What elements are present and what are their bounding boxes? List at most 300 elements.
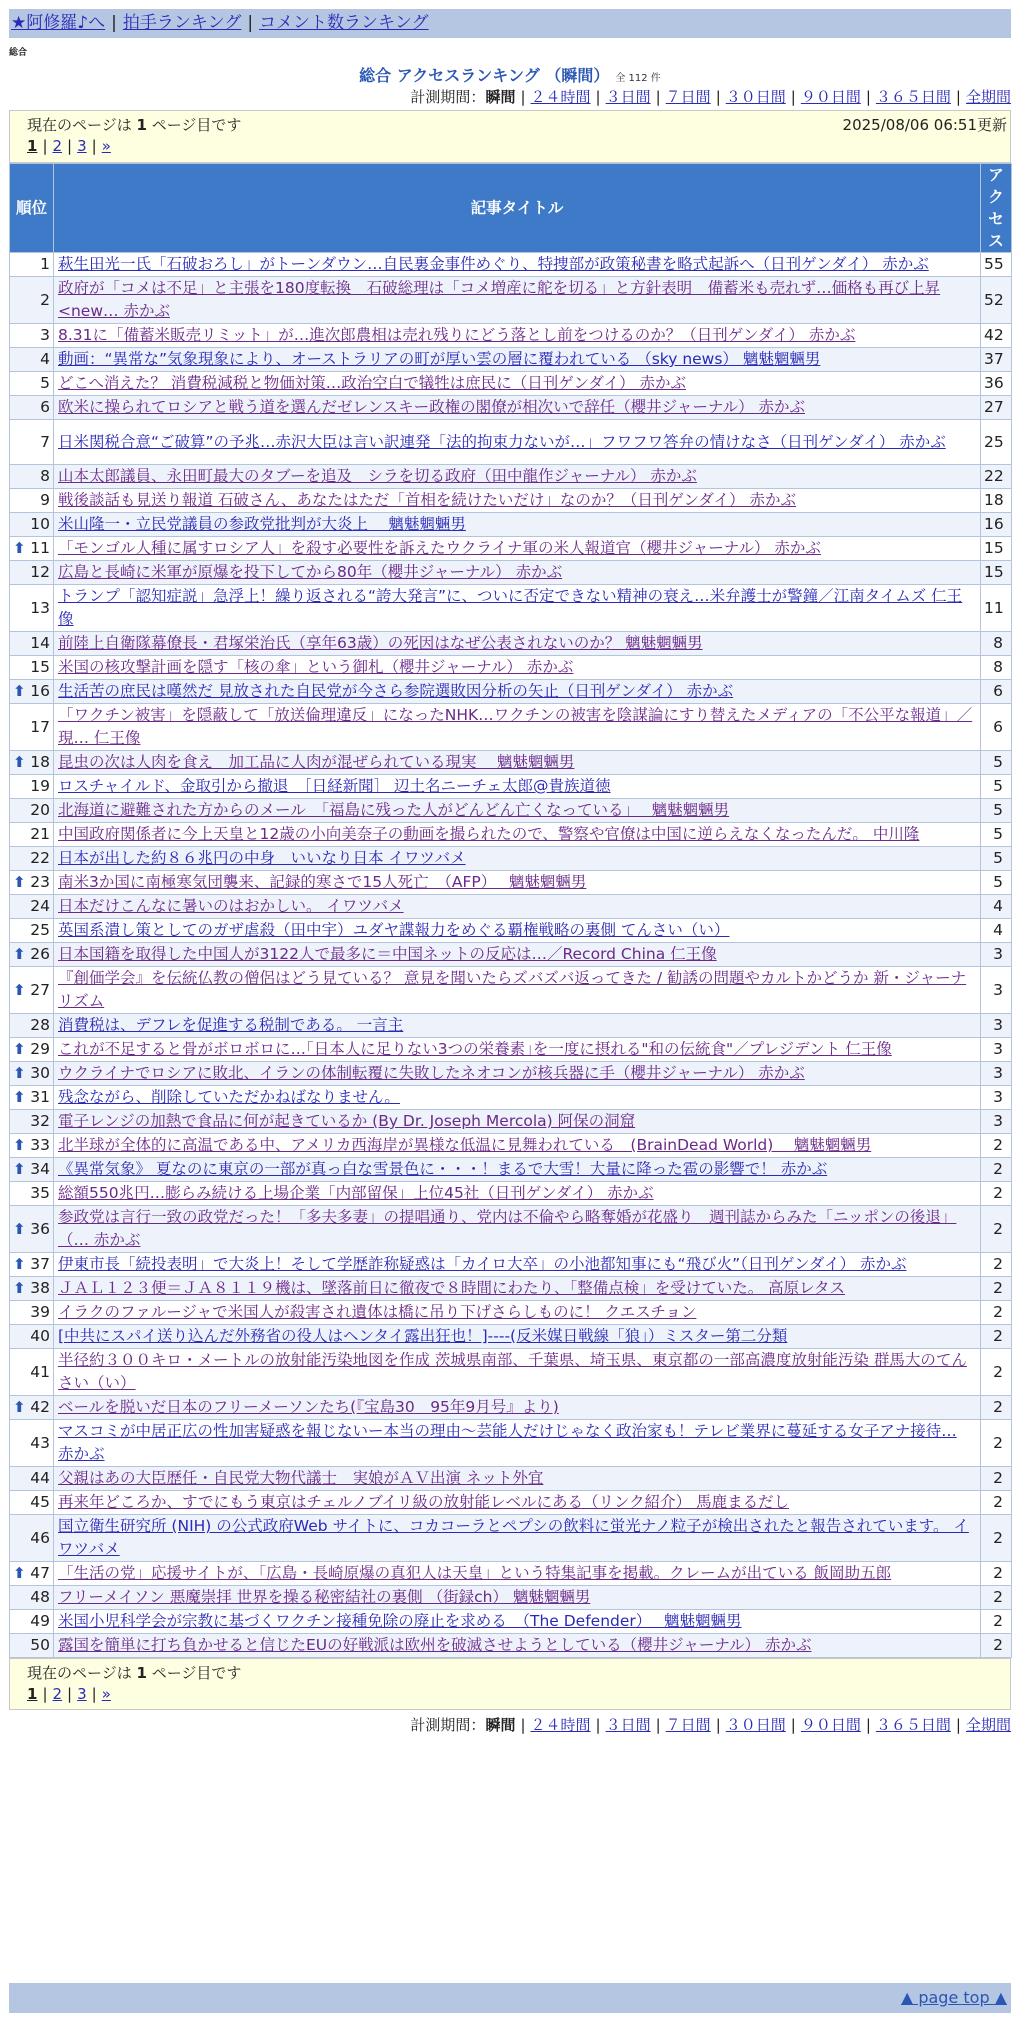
page-info-top <box>9 110 1011 163</box>
access-count: 36 <box>981 372 1012 396</box>
period-separator: | <box>955 88 961 106</box>
title-cell <box>54 1634 981 1658</box>
rank-cell <box>10 489 54 513</box>
access-count: 52 <box>981 277 1012 324</box>
title-cell <box>54 561 981 585</box>
rank-number: 17 <box>30 717 50 736</box>
table-header-row <box>10 164 1012 253</box>
pager-page-link[interactable]: 2 <box>52 137 63 155</box>
article-link[interactable]: 動画：“異常な”気象現象により、オーストラリアの町が厚い雲の層に覆われている （sky news） 魑魅魍魎男 <box>58 350 821 368</box>
rank-number: 35 <box>30 1184 50 1202</box>
period-option-link[interactable]: ７日間 <box>665 88 711 106</box>
period-label: 計測期間： <box>410 1716 486 1734</box>
article-link[interactable]: これが不足すると骨がボロボロに…｢日本人に足りない3つの栄養素｣を一度に摂れる"和の伝統食"／プレジデント 仁王像 <box>58 1040 892 1058</box>
rank-number: 50 <box>30 1636 50 1654</box>
article-link[interactable]: マスコミが中居正広の性加害疑惑を報じないー本当の理由〜芸能人だけじゃなく政治家も！テレビ業界に蔓延する女子アナ接待… 赤かぶ <box>58 1422 957 1463</box>
access-count: 2 <box>981 1301 1012 1325</box>
period-option-link[interactable]: ３６５日間 <box>875 1716 951 1734</box>
table-row <box>10 513 1012 537</box>
rank-up-arrow-icon: ⬆ <box>13 1279 26 1297</box>
table-row <box>10 1182 1012 1206</box>
rank-number: 20 <box>30 801 50 819</box>
article-link[interactable]: イラクのファルージャで米国人が殺害され遺体は橋に吊り下げさらしものに！ クエスチョン <box>58 1303 697 1321</box>
access-count: 5 <box>981 775 1012 799</box>
title-cell <box>54 1349 981 1396</box>
access-count: 2 <box>981 1467 1012 1491</box>
rank-up-arrow-icon: ⬆ <box>13 1160 26 1178</box>
title-cell <box>54 1420 981 1467</box>
access-count: 2 <box>981 1562 1012 1586</box>
rank-cell <box>10 632 54 656</box>
access-count: 5 <box>981 871 1012 895</box>
title-cell <box>54 847 981 871</box>
period-option-link[interactable]: ３０日間 <box>725 88 786 106</box>
article-link[interactable]: 国立衛生研究所 (NIH) の公式政府Web サイトに、コカコーラとペプシの飲料に蛍光ナノ粒子が検出されたと報告されています。 イワツバメ <box>58 1517 969 1558</box>
rank-number: 42 <box>30 1398 50 1416</box>
title-cell <box>54 537 981 561</box>
table-row <box>10 420 1012 465</box>
access-count: 5 <box>981 799 1012 823</box>
rank-number: 44 <box>30 1469 50 1487</box>
table-row <box>10 823 1012 847</box>
table-row <box>10 1253 1012 1277</box>
article-link[interactable]: フリーメイソン 悪魔崇拝 世界を操る秘密結社の裏側 （街録ch） 魑魅魍魎男 <box>58 1588 591 1606</box>
table-row <box>10 967 1012 1014</box>
pager-page-link[interactable]: 3 <box>77 137 87 155</box>
table-row <box>10 1610 1012 1634</box>
rank-cell <box>10 1182 54 1206</box>
rank-cell <box>10 967 54 1014</box>
rank-cell <box>10 1515 54 1562</box>
rank-number: 36 <box>30 1219 50 1238</box>
title-cell <box>54 680 981 704</box>
table-row <box>10 1038 1012 1062</box>
title-header: 記事タイトル <box>54 164 981 253</box>
rank-cell <box>10 324 54 348</box>
period-option-link[interactable]: ９０日間 <box>800 1716 861 1734</box>
access-count: 2 <box>981 1349 1012 1396</box>
article-link[interactable]: 萩生田光一氏「石破おろし」がトーンダウン…自民裏金事件めぐり、特捜部が政策秘書を略式起訴へ（日刊ゲンダイ） 赤かぶ <box>58 255 929 273</box>
applause-ranking-link[interactable]: 拍手ランキング <box>122 13 242 33</box>
rank-number: 2 <box>40 290 50 309</box>
title-cell <box>54 1467 981 1491</box>
table-row <box>10 465 1012 489</box>
rank-number: 22 <box>30 849 50 867</box>
title-cell <box>54 704 981 751</box>
article-link[interactable]: 消費税は、デフレを促進する税制である。 一言主 <box>58 1016 404 1034</box>
rank-cell <box>10 1586 54 1610</box>
pager-bottom <box>27 1685 111 1703</box>
table-row <box>10 1110 1012 1134</box>
pager-current-page: 1 <box>27 1685 38 1703</box>
page-top-link[interactable]: ▲ page top ▲ <box>900 1988 1007 2007</box>
rank-number: 21 <box>30 825 50 843</box>
table-row <box>10 277 1012 324</box>
rank-cell <box>10 420 54 465</box>
access-count: 15 <box>981 561 1012 585</box>
period-option-link[interactable]: ２４時間 <box>530 88 591 106</box>
article-link[interactable]: 露国を簡単に打ち負かせると信じたEUの好戦派は欧州を破滅させようとしている（櫻井ジャーナル） 赤かぶ <box>58 1636 812 1654</box>
article-link[interactable]: 残念ながら、削除していただかねばなりません。 <box>58 1088 400 1106</box>
table-row <box>10 1562 1012 1586</box>
table-row <box>10 348 1012 372</box>
period-label: 計測期間： <box>410 88 486 106</box>
title-cell <box>54 396 981 420</box>
pager-next-link[interactable]: » <box>101 137 111 155</box>
access-count: 2 <box>981 1634 1012 1658</box>
rank-cell <box>10 1158 54 1182</box>
table-row <box>10 537 1012 561</box>
access-count: 2 <box>981 1420 1012 1467</box>
rank-cell <box>10 1277 54 1301</box>
article-link[interactable]: 米国小児科学会が宗教に基づくワクチン接種免除の廃止を求める （The Defender） 魑魅魍魎男 <box>58 1612 742 1630</box>
rank-number: 1 <box>40 255 50 273</box>
article-link[interactable]: 日本国籍を取得した中国人が3122人で最多に＝中国ネットの反応は…／Record China 仁王像 <box>58 945 717 963</box>
access-count: 55 <box>981 253 1012 277</box>
table-row <box>10 895 1012 919</box>
rank-number: 18 <box>30 753 50 771</box>
access-count: 2 <box>981 1158 1012 1182</box>
rank-cell <box>10 465 54 489</box>
page-title: 総合 アクセスランキング （瞬間） <box>359 66 610 85</box>
article-link[interactable]: ＪＡＬ１２３便＝ＪＡ８１１９機は、墜落前日に徹夜で８時間にわたり、「整備点検」を受けていた。 高原レタス <box>58 1279 846 1297</box>
access-count: 2 <box>981 1586 1012 1610</box>
period-separator: | <box>655 1716 661 1734</box>
rank-cell <box>10 1253 54 1277</box>
article-link[interactable]: 山本太郎議員、永田町最大のタブーを追及 シラを切る政府（田中龍作ジャーナル） 赤かぶ <box>58 467 697 485</box>
title-cell <box>54 1206 981 1253</box>
title-cell <box>54 1158 981 1182</box>
home-link[interactable]: ★阿修羅♪へ <box>11 13 106 33</box>
access-count: 2 <box>981 1515 1012 1562</box>
total-count: 全 112 件 <box>615 73 661 84</box>
title-cell <box>54 372 981 396</box>
rank-up-arrow-icon: ⬆ <box>13 1219 26 1238</box>
rank-cell <box>10 1301 54 1325</box>
article-link[interactable]: 半径約３００キロ・メートルの放射能汚染地図を作成 茨城県南部、千葉県、埼玉県、東京都の一部高濃度放射能汚染 群馬大のてんさい（い） <box>58 1351 967 1392</box>
title-cell <box>54 1515 981 1562</box>
article-link[interactable]: ウクライナでロシアに敗北、イランの体制転覆に失敗したネオコンが核兵器に手（櫻井ジャーナル） 赤かぶ <box>58 1064 805 1082</box>
rank-cell <box>10 277 54 324</box>
rank-cell <box>10 348 54 372</box>
table-row <box>10 1634 1012 1658</box>
rank-number: 27 <box>30 980 50 999</box>
rank-number: 47 <box>30 1564 50 1582</box>
period-separator: | <box>715 1716 721 1734</box>
pager-current-page: 1 <box>27 137 38 155</box>
title-cell <box>54 871 981 895</box>
rank-cell <box>10 895 54 919</box>
rank-cell <box>10 847 54 871</box>
ranking-title-row <box>0 63 1020 86</box>
access-count: 3 <box>981 1110 1012 1134</box>
access-count: 2 <box>981 1491 1012 1515</box>
access-count: 5 <box>981 847 1012 871</box>
article-link[interactable]: 前陸上自衛隊幕僚長・君塚栄治氏（享年63歳）の死因はなぜ公表されないのか？ 魑魅魍魎男 <box>58 634 703 652</box>
table-row <box>10 1062 1012 1086</box>
ranking-table <box>9 163 1012 1658</box>
title-cell <box>54 1062 981 1086</box>
pager-separator: | <box>67 137 73 155</box>
rank-number: 24 <box>30 897 50 915</box>
title-cell <box>54 1038 981 1062</box>
pager-separator: | <box>91 137 97 155</box>
nav-separator: | <box>247 13 254 33</box>
rank-cell <box>10 537 54 561</box>
title-cell <box>54 1014 981 1038</box>
period-current: 瞬間 <box>485 1716 516 1734</box>
rank-up-arrow-icon: ⬆ <box>13 682 26 700</box>
title-cell <box>54 420 981 465</box>
period-option-link[interactable]: ７日間 <box>665 1716 711 1734</box>
access-count: 22 <box>981 465 1012 489</box>
rank-number: 10 <box>30 515 50 533</box>
period-option-link[interactable]: ３６５日間 <box>875 88 951 106</box>
comment-ranking-link[interactable]: コメント数ランキング <box>259 13 429 33</box>
period-option-link[interactable]: ３日間 <box>605 88 651 106</box>
table-row <box>10 1586 1012 1610</box>
period-option-link[interactable]: 全期間 <box>965 1716 1011 1734</box>
title-cell <box>54 513 981 537</box>
rank-cell <box>10 799 54 823</box>
rank-cell <box>10 919 54 943</box>
nav-separator: | <box>111 13 117 33</box>
table-row <box>10 919 1012 943</box>
table-row <box>10 751 1012 775</box>
updated-timestamp: 2025/08/06 06:51更新 <box>842 116 1007 134</box>
table-row <box>10 489 1012 513</box>
period-option-link[interactable]: ３日間 <box>605 1716 651 1734</box>
rank-cell <box>10 1491 54 1515</box>
rank-number: 32 <box>30 1112 50 1130</box>
period-separator: | <box>520 88 526 106</box>
rank-cell <box>10 513 54 537</box>
table-row <box>10 1014 1012 1038</box>
article-link[interactable]: 北半球が全体的に高温である中、アメリカ西海岸が異様な低温に見舞われている (BrainDead World) 魑魅魍魎男 <box>58 1136 872 1154</box>
article-link[interactable]: トランプ「認知症説」急浮上！繰り返される“誇大発言”に、ついに否定できない精神の衰え…米弁護士が警鐘／江南タイムズ 仁王像 <box>58 587 963 628</box>
title-cell <box>54 919 981 943</box>
access-count: 2 <box>981 1182 1012 1206</box>
article-link[interactable]: 英国系潰し策としてのガザ虐殺（田中宇）ユダヤ諜報力をめぐる覇権戦略の裏側 てんさい（い） <box>58 921 730 939</box>
rank-cell <box>10 1562 54 1586</box>
article-link[interactable]: 米山隆一・立民党議員の参政党批判が大炎上 魑魅魍魎男 <box>58 515 466 533</box>
title-cell <box>54 751 981 775</box>
rank-number: 39 <box>30 1303 50 1321</box>
rank-cell <box>10 1349 54 1396</box>
title-cell <box>54 277 981 324</box>
rank-number: 31 <box>30 1088 50 1106</box>
rank-number: 9 <box>40 491 50 509</box>
rank-up-arrow-icon: ⬆ <box>13 1255 26 1273</box>
rank-number: 6 <box>40 398 50 416</box>
table-row <box>10 1277 1012 1301</box>
title-cell <box>54 465 981 489</box>
rank-cell <box>10 585 54 632</box>
access-count: 18 <box>981 489 1012 513</box>
article-link[interactable]: 「モンゴル人種に属すロシア人」を殺す必要性を訴えたウクライナ軍の米人報道官（櫻井ジャーナル） 赤かぶ <box>58 539 821 557</box>
article-link[interactable]: 欧米に操られてロシアと戦う道を選んだゼレンスキー政権の閣僚が相次いで辞任（櫻井ジャーナル） 赤かぶ <box>58 398 805 416</box>
access-count: 3 <box>981 967 1012 1014</box>
access-count: 37 <box>981 348 1012 372</box>
article-link[interactable]: 戦後談話も見送り報道 石破さん、あなたはただ「首相を続けたいだけ」なのか？（日刊ゲンダイ） 赤かぶ <box>58 491 797 509</box>
table-row <box>10 1349 1012 1396</box>
table-row <box>10 943 1012 967</box>
table-row <box>10 1420 1012 1467</box>
article-link[interactable]: 「生活の党」応援サイトが、「広島・長崎原爆の真犯人は天皇」という特集記事を掲載。クレームが出ている 飯岡助五郎 <box>58 1564 892 1582</box>
article-link[interactable]: 参政党は言行一致の政党だった！「多夫多妻」の提唱通り、党内は不倫やら略奪婚が花盛り 週刊誌からみた「ニッポンの後退」（… 赤かぶ <box>58 1208 957 1249</box>
access-count: 2 <box>981 1396 1012 1420</box>
rank-number: 45 <box>30 1493 50 1511</box>
article-link[interactable]: 父親はあの大臣歴任・自民党大物代議士 実娘がＡＶ出演 ネット外宜 <box>58 1469 544 1487</box>
article-link[interactable]: 『創価学会』を伝統仏教の僧侶はどう見ている？ 意見を聞いたらズバズバ返ってきた / 勧誘の問題やカルトかどうか 新・ジャーナリズム <box>58 969 967 1010</box>
access-count: 2 <box>981 1134 1012 1158</box>
access-count: 3 <box>981 1038 1012 1062</box>
article-link[interactable]: 日米関税合意“ご破算”の予兆…赤沢大臣は言い訳連発「法的拘束力ないが…」フワフワ答弁の情けなさ（日刊ゲンダイ） 赤かぶ <box>58 432 946 451</box>
rank-number: 25 <box>30 921 50 939</box>
rank-cell <box>10 1396 54 1420</box>
rank-number: 3 <box>40 326 50 344</box>
table-row <box>10 324 1012 348</box>
access-count: 11 <box>981 585 1012 632</box>
rank-cell <box>10 253 54 277</box>
title-cell <box>54 656 981 680</box>
rank-number: 8 <box>40 467 50 485</box>
rank-number: 40 <box>30 1327 50 1345</box>
article-link[interactable]: 昆虫の次は人肉を食え 加工品に人肉が混ぜられている現実 魑魅魍魎男 <box>58 753 575 771</box>
rank-cell <box>10 823 54 847</box>
rank-cell <box>10 1062 54 1086</box>
access-count: 15 <box>981 537 1012 561</box>
table-row <box>10 1086 1012 1110</box>
pager-page-link[interactable]: 3 <box>77 1685 87 1703</box>
pager-separator: | <box>42 1685 48 1703</box>
rank-number: 34 <box>30 1160 50 1178</box>
rank-number: 37 <box>30 1255 50 1273</box>
rank-number: 48 <box>30 1588 50 1606</box>
period-option-link[interactable]: ２４時間 <box>530 1716 591 1734</box>
title-cell <box>54 823 981 847</box>
access-count: 5 <box>981 751 1012 775</box>
period-current: 瞬間 <box>485 88 516 106</box>
article-link[interactable]: ベールを脱いだ日本のフリーメーソンたち(『宝島30 95年9月号』より) <box>58 1398 559 1416</box>
access-count: 4 <box>981 895 1012 919</box>
rank-number: 41 <box>30 1362 50 1381</box>
rank-number: 19 <box>30 777 50 795</box>
article-link[interactable]: 日本だけこんなに暑いのはおかしい。 イワツバメ <box>58 897 404 915</box>
article-link[interactable]: 総額550兆円…膨らみ続ける上場企業「内部留保」上位45社（日刊ゲンダイ） 赤かぶ <box>58 1184 654 1202</box>
title-cell <box>54 632 981 656</box>
period-option-link[interactable]: 全期間 <box>965 88 1011 106</box>
access-count: 8 <box>981 656 1012 680</box>
title-cell <box>54 253 981 277</box>
article-link[interactable]: 南米3か国に南極寒気団襲来、記録的寒さで15人死亡 （AFP） 魑魅魍魎男 <box>58 873 587 891</box>
pager-separator: | <box>42 137 48 155</box>
rank-number: 33 <box>30 1136 50 1154</box>
title-cell <box>54 1134 981 1158</box>
category-label: 総合 <box>9 48 28 58</box>
ranking-table-body <box>10 253 1012 1658</box>
rank-up-arrow-icon: ⬆ <box>13 1040 26 1058</box>
access-count: 25 <box>981 420 1012 465</box>
period-separator: | <box>595 1716 601 1734</box>
rank-cell <box>10 751 54 775</box>
table-row <box>10 1396 1012 1420</box>
rank-cell <box>10 561 54 585</box>
rank-up-arrow-icon: ⬆ <box>13 945 26 963</box>
rank-cell <box>10 680 54 704</box>
rank-number: 4 <box>40 350 50 368</box>
title-cell <box>54 1586 981 1610</box>
rank-number: 30 <box>30 1064 50 1082</box>
rank-number: 12 <box>30 563 50 581</box>
access-count: 6 <box>981 680 1012 704</box>
article-link[interactable]: 日本が出した約８６兆円の中身 いいなり日本 イワツバメ <box>58 849 466 867</box>
title-cell <box>54 1301 981 1325</box>
title-cell <box>54 775 981 799</box>
period-option-link[interactable]: ３０日間 <box>725 1716 786 1734</box>
rank-cell <box>10 1134 54 1158</box>
access-count: 16 <box>981 513 1012 537</box>
article-link[interactable]: 8.31に「備蓄米販売リミット」が…進次郎農相は売れ残りにどう落とし前をつけるのか？（日刊ゲンダイ） 赤かぶ <box>58 326 856 344</box>
article-link[interactable]: 《異常気象》 夏なのに東京の一部が真っ白な雪景色に・・・！まるで大雪！大量に降った雹の影響で！ 赤かぶ <box>58 1160 828 1178</box>
article-link[interactable]: ロスチャイルド、金取引から撤退 ［日経新聞］ 辺土名ニーチェ太郎@貴族道徳 <box>58 777 611 795</box>
top-nav-bar <box>9 9 1011 38</box>
period-separator: | <box>790 1716 796 1734</box>
rank-up-arrow-icon: ⬆ <box>13 1064 26 1082</box>
rank-number: 29 <box>30 1040 50 1058</box>
article-link[interactable]: 電子レンジの加熱で食品に何が起きているか (By Dr. Joseph Mercola) 阿保の洞窟 <box>58 1112 636 1130</box>
access-count: 2 <box>981 1206 1012 1253</box>
article-link[interactable]: どこへ消えた？ 消費税減税と物価対策…政治空白で犠牲は庶民に（日刊ゲンダイ） 赤かぶ <box>58 374 686 392</box>
period-separator: | <box>715 88 721 106</box>
pager-separator: | <box>91 1685 97 1703</box>
title-cell <box>54 324 981 348</box>
article-link[interactable]: 生活苦の庶民は嘆然だ 見放された自民党が今さら参院選敗因分析の矢止（日刊ゲンダイ） 赤かぶ <box>58 682 734 700</box>
table-row <box>10 1134 1012 1158</box>
table-row <box>10 775 1012 799</box>
rank-number: 15 <box>30 658 50 676</box>
rank-cell <box>10 943 54 967</box>
table-row <box>10 632 1012 656</box>
access-count: 2 <box>981 1325 1012 1349</box>
table-row <box>10 1325 1012 1349</box>
pager-next-link[interactable]: » <box>101 1685 111 1703</box>
article-link[interactable]: [中共にスパイ送り込んだ外務省の役人はヘンタイ露出狂也！]----(反米媒日戦線「狼」）ミスター第二分類 <box>58 1327 788 1345</box>
table-row <box>10 585 1012 632</box>
article-link[interactable]: 政府が「コメは不足」と主張を180度転換 石破総理は「コメ増産に舵を切る」と方針表明 備蓄米も売れず…価格も再び上昇<new… 赤かぶ <box>58 279 941 320</box>
table-row <box>10 847 1012 871</box>
article-link[interactable]: 伊東市長「続投表明」で大炎上！そして学歴詐称疑惑は「カイロ大卒」の小池都知事にも“飛び火”（日刊ゲンダイ） 赤かぶ <box>58 1255 907 1273</box>
rank-cell <box>10 704 54 751</box>
period-option-link[interactable]: ９０日間 <box>800 88 861 106</box>
article-link[interactable]: 再来年どころか、すでにもう東京はチェルノブイリ級の放射能レベルにある（リンク紹介） 馬鹿まるだし <box>58 1493 790 1511</box>
article-link[interactable]: 広島と長崎に米軍が原爆を投下してから80年（櫻井ジャーナル） 赤かぶ <box>58 563 563 581</box>
table-row <box>10 1158 1012 1182</box>
table-row <box>10 1467 1012 1491</box>
article-link[interactable]: 「ワクチン被害」を隠蔽して「放送倫理違反」になったNHK…ワクチンの被害を陰謀論にすり替えたメディアの「不公平な報道」／現… 仁王像 <box>58 706 973 747</box>
table-row <box>10 680 1012 704</box>
title-cell <box>54 1325 981 1349</box>
access-count: 27 <box>981 396 1012 420</box>
pager-top <box>27 137 111 155</box>
access-count: 3 <box>981 1014 1012 1038</box>
pager-page-link[interactable]: 2 <box>52 1685 63 1703</box>
article-link[interactable]: 米国の核攻撃計画を隠す「核の傘」という御札（櫻井ジャーナル） 赤かぶ <box>58 658 574 676</box>
access-count: 2 <box>981 1610 1012 1634</box>
article-link[interactable]: 北海道に避難された方からのメール 「福島に残った人がどんどん亡くなっている」 魑魅魍魎男 <box>58 801 730 819</box>
rank-cell <box>10 1420 54 1467</box>
article-link[interactable]: 中国政府関係者に今上天皇と12歳の小向美奈子の動画を撮られたので、警察や官僚は中国に逆らえなくなったんだ。 中川隆 <box>58 825 920 843</box>
